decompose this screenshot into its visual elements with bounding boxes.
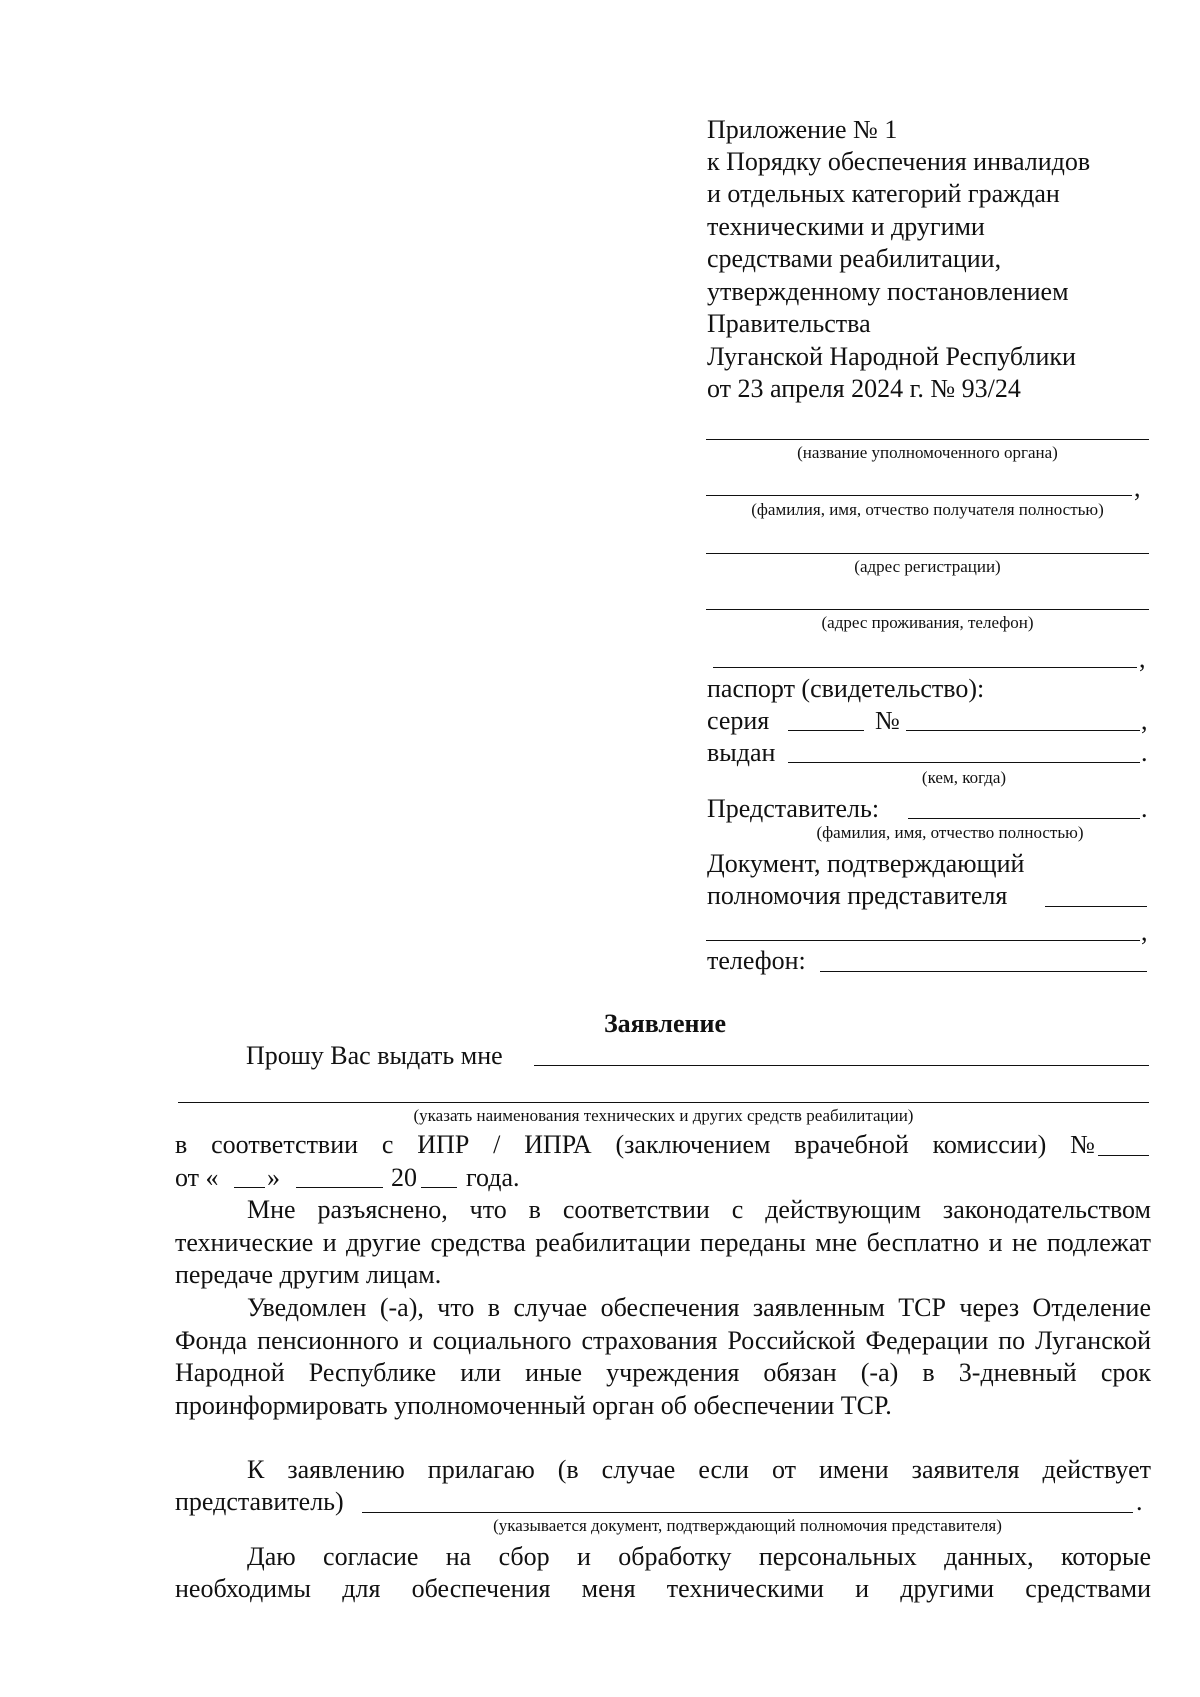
authority-document-continuation-field[interactable] [706,940,1140,941]
appendix-line: Правительства [707,309,871,338]
attachment-document-caption: (указывается документ, подтверждающий полномочия представителя) [493,1516,1002,1535]
date-day-field[interactable] [234,1187,265,1188]
attachment-line: К заявлению прилагаю (в случае если от имени заявителя действует [247,1455,1151,1484]
ipr-line: в соответствии с ИПР / ИПРА (заключением врачебной комиссии) № [175,1130,1095,1159]
authority-document-label: Документ, подтверждающий [707,849,1025,878]
phone-label: телефон: [707,946,806,975]
issued-by-field[interactable] [788,762,1140,763]
request-label: Прошу Вас выдать мне [246,1041,503,1070]
authority-name-caption: (название уполномоченного органа) [797,443,1058,462]
representative-label: Представитель: [707,794,880,823]
comma: , [1141,917,1148,946]
ipr-number-field[interactable] [1098,1155,1149,1156]
series-label: серия [707,706,770,735]
date-year-prefix: 20 [391,1163,417,1192]
date-month-field[interactable] [296,1187,383,1188]
date-quote-close: » [267,1163,280,1192]
appendix-line: от 23 апреля 2024 г. № 93/24 [707,374,1021,403]
passport-series-field[interactable] [788,730,864,731]
paragraph-explained: Мне разъяснено, что в соответствии с действующим законодательством технические и другие средства реабилитации переданы мне бесплатно и не подлежат передаче другим лицам. [175,1195,1151,1289]
appendix-line: утвержденному постановлением [707,277,1069,306]
appendix-line: средствами реабилитации, [707,244,1002,273]
comma: , [1141,706,1148,735]
appendix-line: к Порядку обеспечения инвалидов [707,147,1091,176]
number-label: № [875,706,900,735]
appendix-line: техническими и другими [707,212,985,241]
date-prefix: от « [175,1163,219,1192]
appendix-line: Луганской Народной Республики [707,342,1076,371]
issued-by-caption: (кем, когда) [921,768,1007,787]
consent-line: Даю согласие на сбор и обработку персональных данных, которые [247,1542,1151,1571]
attachment-document-field[interactable] [362,1512,1133,1513]
passport-label: паспорт (свидетельство): [707,674,985,703]
representative-name-field[interactable] [908,818,1140,819]
issued-label: выдан [707,738,776,767]
authority-document-field[interactable] [1045,906,1147,907]
rehabilitation-means-field[interactable] [534,1065,1149,1066]
passport-number-field[interactable] [906,730,1140,731]
date-year-field[interactable] [421,1187,457,1188]
phone-field[interactable] [820,971,1147,972]
authority-name-field[interactable] [706,439,1149,440]
appendix-line: и отдельных категорий граждан [707,179,1060,208]
period: . [1141,794,1148,823]
rehabilitation-means-continuation-field[interactable] [178,1102,1149,1103]
registration-address-caption: (адрес регистрации) [854,557,1001,576]
residence-address-field[interactable] [706,609,1149,610]
period: . [1136,1487,1143,1516]
appendix-line: Приложение № 1 [707,115,898,144]
residence-address-caption: (адрес проживания, телефон) [821,613,1034,632]
date-suffix: года. [466,1163,520,1192]
rehabilitation-means-caption: (указать наименования технических и других средств реабилитации) [413,1106,914,1125]
period: . [1141,738,1148,767]
paragraph-notified: Уведомлен (-а), что в случае обеспечения заявленным ТСР через Отделение Фонда пенсионного и социального страхования Российской Федерации по Луганской Народной Республике или иные учреждения обязан (-а) в 3-дневный срок проинформировать уполномоченный орган об обеспечении ТСР. [175,1293,1151,1420]
attachment-representative-label: представитель) [175,1487,344,1516]
comma: , [1134,473,1141,502]
address-continuation-field[interactable] [713,667,1137,668]
consent-line: необходимы для обеспечения меня техническими и другими средствами [175,1574,1151,1603]
comma: , [1139,644,1146,673]
registration-address-field[interactable] [706,553,1149,554]
representative-name-caption: (фамилия, имя, отчество полностью) [816,823,1084,842]
statement-title: Заявление [603,1009,727,1038]
authority-document-label: полномочия представителя [707,881,1008,910]
recipient-name-caption: (фамилия, имя, отчество получателя полностью) [751,500,1104,519]
recipient-name-field[interactable] [706,495,1132,496]
